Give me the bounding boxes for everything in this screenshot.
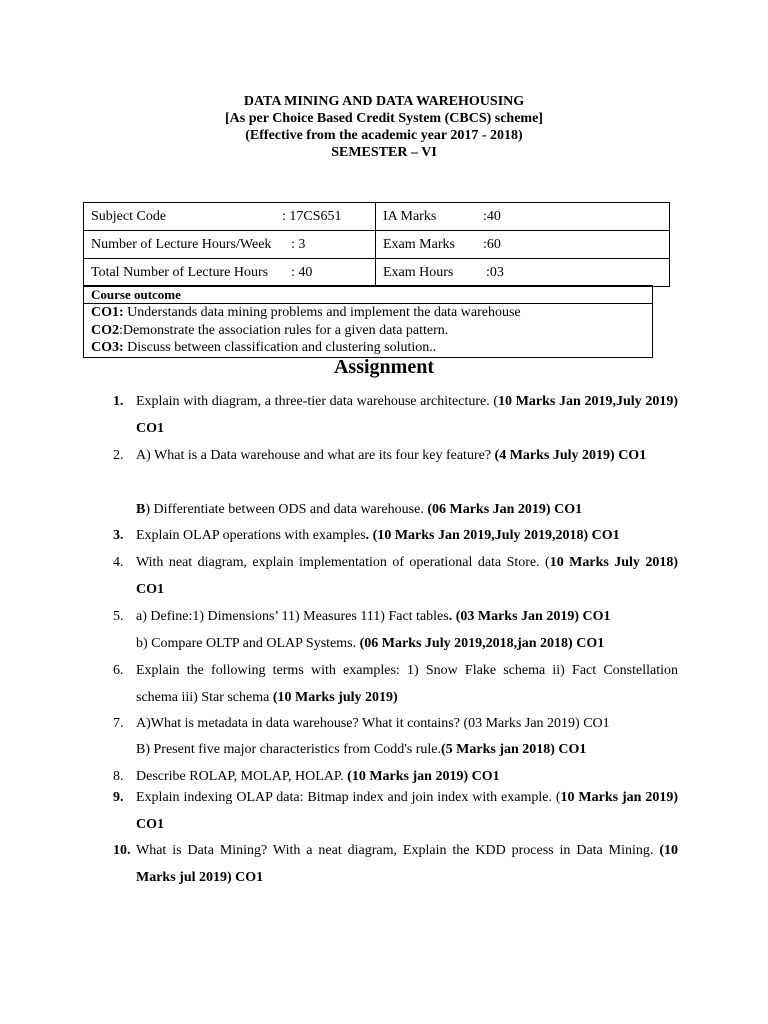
question-item <box>113 784 678 838</box>
subject-info-table <box>83 202 670 287</box>
table-cell <box>376 203 670 231</box>
question-marks: 10 Marks July 2018) CO1 <box>136 555 679 597</box>
ia-marks-value: :40 <box>483 208 501 224</box>
sub-question-text: b) Compare OLTP and OLAP Systems. <box>136 636 360 651</box>
question-item <box>113 657 678 711</box>
table-cell <box>376 231 670 259</box>
question-text: Explain with diagram, a three-tier data warehouse architecture. (10 Marks Jan 2019,July 2019) CO1 <box>136 394 678 436</box>
course-outcome-box <box>83 285 653 358</box>
co-code: CO2 <box>91 322 119 338</box>
question-text: With neat diagram, explain implementation of operational data Store. (10 Marks July 2018) CO1 <box>136 555 679 597</box>
question-marks: (10 Marks july 2019) <box>272 690 398 705</box>
assignment-title: Assignment <box>333 356 434 378</box>
question-number: 6. <box>113 663 124 678</box>
question-text: Explain the following terms with examples: 1) Snow Flake schema ii) Fact Constellation schema iii) Star schema (10 Marks july 2019) <box>136 663 678 705</box>
question-marks: . (03 Marks Jan 2019) CO1 <box>448 609 611 624</box>
course-outcome-item <box>84 322 652 340</box>
question-marks: . (10 Marks Jan 2019,July 2019,2018) CO1 <box>365 528 620 543</box>
course-title: DATA MINING AND DATA WAREHOUSING <box>243 94 525 109</box>
question-number: 8. <box>113 769 124 784</box>
question-number: 7. <box>113 716 124 731</box>
question-number: 10. <box>113 843 131 858</box>
course-outcome-heading: Course outcome <box>84 286 652 304</box>
lecture-hours-week-value: : 3 <box>291 236 306 252</box>
question-item <box>113 549 678 603</box>
course-outcome-item <box>84 339 652 357</box>
exam-marks-value: :60 <box>483 236 501 252</box>
table-cell <box>84 203 376 231</box>
exam-hours-value: :03 <box>486 264 504 280</box>
total-lecture-hours-value: : 40 <box>291 264 313 280</box>
question-item <box>113 522 678 549</box>
question-marks: (06 Marks Jan 2019) CO1 <box>427 502 583 517</box>
total-lecture-hours-label: Total Number of Lecture Hours <box>91 264 269 280</box>
document-header <box>0 93 768 161</box>
question-marks: (10 Marks jan 2019) CO1 <box>347 769 500 784</box>
question-text: What is Data Mining? With a neat diagram, Explain the KDD process in Data Mining. (10 Marks jul 2019) CO1 <box>136 843 678 885</box>
question-item <box>113 388 678 442</box>
co-text: Understands data mining problems and implement the data warehouse <box>123 305 521 320</box>
table-row <box>84 259 670 287</box>
question-text: Explain indexing OLAP data: Bitmap index and join index with example. (10 Marks jan 2019) CO1 <box>136 790 678 832</box>
question-number: 5. <box>113 609 124 624</box>
question-marks: (10 Marks jul 2019) CO1 <box>136 843 678 885</box>
course-outcome-item <box>84 304 652 322</box>
question-marks: (06 Marks July 2019,2018,jan 2018) CO1 <box>359 636 605 651</box>
table-cell <box>84 231 376 259</box>
sub-question-prefix: B <box>136 502 146 517</box>
table-cell <box>84 259 376 287</box>
scheme-line: [As per Choice Based Credit System (CBCS) scheme] <box>225 111 543 126</box>
question-marks: 10 Marks Jan 2019,July 2019) CO1 <box>136 394 678 436</box>
question-number: 4. <box>113 555 124 570</box>
effective-year-line: (Effective from the academic year 2017 - 2018) <box>245 128 523 143</box>
table-row <box>84 203 670 231</box>
co-code: CO1: <box>91 305 124 320</box>
ia-marks-label: IA Marks <box>383 208 437 224</box>
question-text: A)What is metadata in data warehouse? What it contains? (03 Marks Jan 2019) CO1 <box>136 716 610 731</box>
co-text: :Demonstrate the association rules for a given data pattern. <box>119 322 449 338</box>
question-number: 9. <box>113 790 124 805</box>
sub-question-item <box>136 736 676 763</box>
question-text: a) Define:1) Dimensions’ 11) Measures 111) Fact tables. (03 Marks Jan 2019) CO1 <box>136 609 611 624</box>
exam-hours-label: Exam Hours <box>383 264 454 280</box>
question-number: 1. <box>113 394 124 409</box>
subject-code-label: Subject Code <box>91 208 167 224</box>
table-cell <box>376 259 670 287</box>
question-number: 3. <box>113 528 124 543</box>
co-code: CO3: <box>91 340 124 355</box>
question-item <box>113 603 678 630</box>
subject-code-value: : 17CS651 <box>282 208 342 224</box>
question-item <box>113 710 678 737</box>
question-item <box>113 442 678 469</box>
exam-marks-label: Exam Marks <box>383 236 455 252</box>
sub-question-text: B) Present five major characteristics from Codd's rule. <box>136 742 441 757</box>
sub-question-item <box>136 630 676 657</box>
lecture-hours-week-label: Number of Lecture Hours/Week <box>91 236 272 252</box>
question-marks: 10 Marks jan 2019) CO1 <box>136 790 678 832</box>
table-row <box>84 231 670 259</box>
question-number: 2. <box>113 448 124 463</box>
semester-line: SEMESTER – VI <box>331 145 437 160</box>
question-text: A) What is a Data warehouse and what are its four key feature? (4 Marks July 2019) CO1 <box>136 448 647 463</box>
question-text: Explain OLAP operations with examples. (10 Marks Jan 2019,July 2019,2018) CO1 <box>136 528 620 543</box>
co-text: Discuss between classification and clustering solution.. <box>123 340 437 355</box>
question-marks: (5 Marks jan 2018) CO1 <box>441 742 587 757</box>
question-marks: (4 Marks July 2019) CO1 <box>494 448 647 463</box>
question-item <box>113 837 678 891</box>
sub-question-item <box>136 496 676 523</box>
question-text: Describe ROLAP, MOLAP, HOLAP. (10 Marks jan 2019) CO1 <box>136 769 500 784</box>
sub-question-text: ) Differentiate between ODS and data warehouse. <box>145 502 428 517</box>
